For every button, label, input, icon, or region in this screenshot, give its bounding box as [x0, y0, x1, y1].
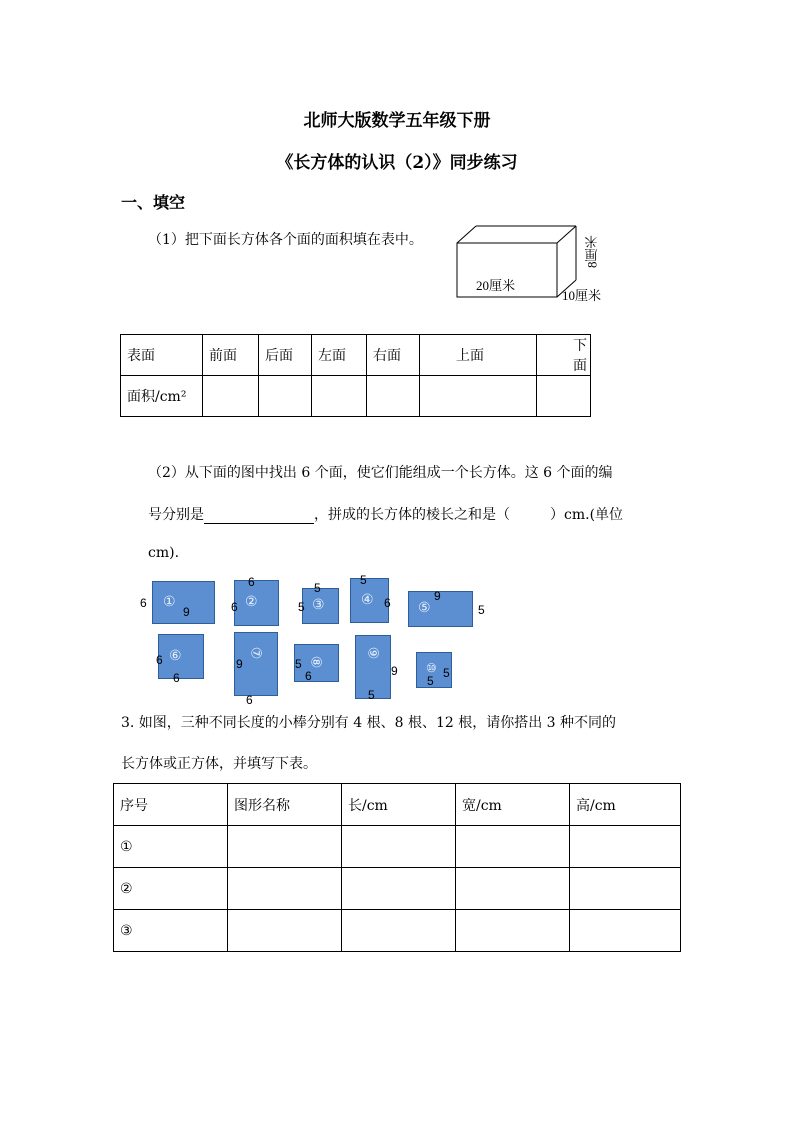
face-shape-5-dim: 5 [478, 603, 485, 617]
face-shape-9-dim: 9 [391, 664, 398, 678]
face-shape-5-dim: 9 [434, 589, 441, 603]
face-shape-9-dim: 5 [368, 688, 375, 702]
face-area-cell[interactable] [537, 376, 591, 417]
cuboid-width-label: 10厘米 [562, 288, 602, 303]
build-header-length: 长/cm [342, 784, 456, 826]
face-shape-8-id: ⑧ [307, 655, 324, 669]
build-cell[interactable] [342, 826, 456, 868]
build-cell[interactable] [228, 868, 342, 910]
build-row-index: ① [114, 826, 228, 868]
build-header-index: 序号 [114, 784, 228, 826]
build-cell[interactable] [342, 868, 456, 910]
face-shape-4-dim: 6 [384, 596, 391, 610]
face-area-table [120, 334, 591, 417]
build-cell[interactable] [570, 826, 681, 868]
face-shape-7-id: ⑦ [247, 646, 264, 660]
face-shape-6-id: ⑥ [169, 648, 182, 664]
face-shape-8-dim: 5 [295, 657, 302, 671]
face-shape-6-dim: 6 [156, 653, 163, 667]
q3-line2: 长方体或正方体，并填写下表。 [121, 756, 317, 772]
q1-text: （1）把下面长方体各个面的面积填在表中。 [148, 232, 423, 248]
build-cell[interactable] [456, 910, 570, 952]
face-header-surface: 表面 [121, 335, 203, 376]
q2-line2-a: 号分别是 [148, 507, 204, 523]
build-header-height: 高/cm [570, 784, 681, 826]
face-area-cell[interactable] [203, 376, 259, 417]
face-shape-1-id: ① [163, 594, 176, 610]
cuboid-lines [457, 226, 576, 297]
q2-line2-c: ）cm.(单位 [550, 507, 624, 523]
face-header-left: 左面 [312, 335, 367, 376]
face-shape-3-dim: 5 [314, 581, 321, 595]
face-shape-4-dim: 5 [360, 573, 367, 587]
build-row-index: ② [114, 868, 228, 910]
face-shape-10-dim: 5 [427, 674, 434, 688]
face-shape-3-id: ③ [312, 597, 325, 613]
face-shape-2-id: ② [245, 594, 258, 610]
cuboid-height-label: 8厘米 [584, 235, 600, 268]
build-cell[interactable] [456, 826, 570, 868]
cuboid-build-table [113, 783, 681, 952]
build-header-width: 宽/cm [456, 784, 570, 826]
page-title: 北师大版数学五年级下册 [303, 111, 491, 131]
answer-blank-faces[interactable] [204, 509, 314, 524]
face-shape-7-dim: 6 [246, 693, 253, 707]
cuboid-figure [448, 220, 618, 310]
face-shape-4-id: ④ [361, 592, 374, 608]
q2-line2 [148, 504, 623, 524]
face-area-cell[interactable] [312, 376, 367, 417]
build-row-index: ③ [114, 910, 228, 952]
face-header-back: 后面 [259, 335, 312, 376]
face-shape-9-id: ⑨ [364, 646, 381, 660]
face-shape-2-dim: 6 [248, 575, 255, 589]
face-header-bottom: 下面 [537, 335, 591, 376]
face-area-cell[interactable] [420, 376, 537, 417]
face-shape-10-id: ⑩ [426, 661, 437, 675]
page-subtitle: 《长方体的认识（2）》同步练习 [276, 153, 518, 173]
q3-line1: 3. 如图，三种不同长度的小棒分别有 4 根、8 根、12 根，请你搭出 3 种不同的 [121, 715, 617, 731]
face-area-cell[interactable] [259, 376, 312, 417]
face-area-cell[interactable] [367, 376, 420, 417]
build-header-shape-name: 图形名称 [228, 784, 342, 826]
face-shape-7-dim: 9 [236, 657, 243, 671]
build-cell[interactable] [342, 910, 456, 952]
build-cell[interactable] [228, 910, 342, 952]
face-shape-2-dim: 6 [231, 600, 238, 614]
face-shape-1-dim: 6 [140, 596, 147, 610]
build-cell[interactable] [228, 826, 342, 868]
face-header-front: 前面 [203, 335, 259, 376]
face-header-top: 上面 [420, 335, 537, 376]
face-shape-3-dim: 5 [298, 600, 305, 614]
face-shape-10-dim: 5 [443, 666, 450, 680]
q2-line3: cm). [148, 545, 180, 561]
build-cell[interactable] [456, 868, 570, 910]
cuboid-length-label: 20厘米 [476, 278, 516, 293]
face-header-right: 右面 [367, 335, 420, 376]
build-cell[interactable] [570, 868, 681, 910]
q2-line2-b: ，拼成的长方体的棱长之和是（ [314, 507, 510, 523]
face-shape-8-dim: 6 [305, 669, 312, 683]
face-shape-1-dim: 9 [183, 605, 190, 619]
face-shape-6-dim: 6 [173, 671, 180, 685]
face-shape-5-id: ⑤ [418, 600, 431, 616]
build-cell[interactable] [570, 910, 681, 952]
face-area-row-label: 面积/cm² [121, 376, 203, 417]
section-heading: 一、填空 [121, 193, 186, 212]
q2-line1: （2）从下面的图中找出 6 个面，使它们能组成一个长方体。这 6 个面的编 [148, 465, 613, 481]
